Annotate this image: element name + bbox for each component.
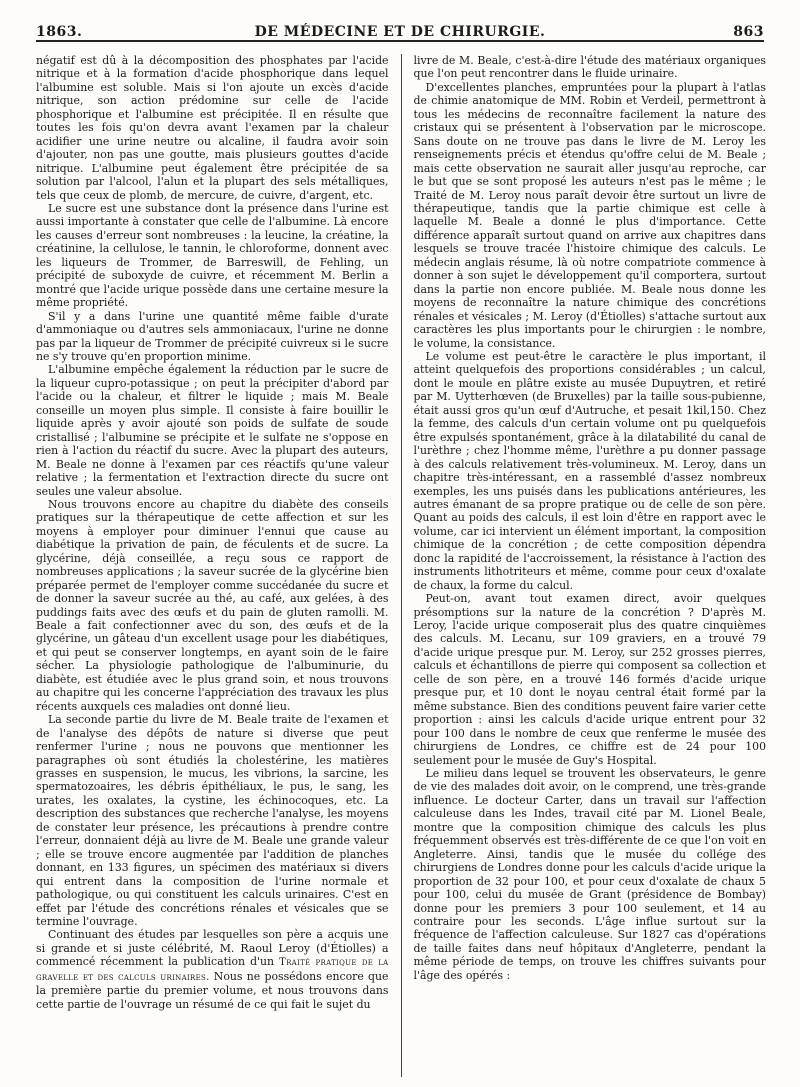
text-columns <box>36 54 766 1077</box>
paragraph-text: Continuant des études par lesquelles son père a acquis une si grande et si juste célébrité, M. Raoul Leroy (d'Étiolles) a commencé récemment la publication d'un <box>36 928 389 969</box>
paragraph: D'excellentes planches, empruntées pour la plupart à l'atlas de chimie anatomique de MM. Robin et Verdeil, permettront à tous les médecins de reconnaître facilement la nature des cristaux qui se présentent à l'observation par le microscope. Sans doute on ne trouve pas dans le livre de M. Leroy les renseignements précis et étendus qu'offre celui de M. Beale ; mais cette observation ne saurait aller jusqu'au reproche, car le but que se sont proposé les auteurs n'est pas le même ; le Traité de M. Leroy nous paraît devoir être surtout un livre de thérapeutique, tandis que la partie chimique est celle à laquelle M. Beale a donné le plus d'importance. Cette différence apparaît surtout quand on arrive aux chapitres dans lesquels se trouve tracée l'histoire chimique des calculs. Le médecin anglais résume, là où notre compatriote commence à donner à son sujet le développement qu'il comportera, surtout dans la partie non encore publiée. M. Beale nous donne les moyens de reconnaître la nature chimique des concrétions rénales et vésicales ; M. Leroy (d'Étiolles) s'attache surtout aux caractères les plus importants pour le chirurgien : le nombre, le volume, la consistance. <box>413 80 766 350</box>
paragraph: S'il y a dans l'urine une quantité même faible d'urate d'ammoniaque ou d'autres sels ammoniacaux, l'urine ne donne pas par la liqueur de Trommer de précipité cuivreux si le sucre ne s'y trouve qu'en proportion minime. <box>36 309 389 363</box>
paragraph: négatif est dû à la décomposition des phosphates par l'acide nitrique et à la formation d'acide phosphorique dans lequel l'albumine est soluble. Mais si l'on ajoute un excès d'acide nitrique, son action prédomine sur celle de l'acide phosphorique et l'albumine est précipitée. Il en résulte que toutes les fois qu'on devra avant l'examen par la chaleur acidifier une urine neutre ou alcaline, il faudra avoir soin d'ajouter, non pas une goutte, mais plusieurs gouttes d'acide nitrique. L'albumine peut également être précipitée de sa solution par l'alcool, l'alun et la plupart des sels métalliques, tels que ceux de plomb, de mercure, de cuivre, d'argent, etc. <box>36 54 389 202</box>
paragraph: La seconde partie du livre de M. Beale traite de l'examen et de l'analyse des dépôts de nature si diverse que peut renfermer l'urine ; nous ne pouvons que mentionner les paragraphes où sont étudiés la cholestérine, les matières grasses en suspension, le mucus, les vibrions, la sarcine, les spermatozoaires, les débris épithéliaux, le pus, le sang, les urates, les oxalates, la cystine, les échinocoques, etc. La description des substances que recherche l'analyse, les moyens de constater leur présence, les précautions à prendre contre l'erreur, donnaient déjà au livre de M. Beale une grande valeur ; elle se trouve encore augmentée par l'addition de planches donnant, en 133 figures, un spécimen des matériaux si divers qui entrent dans la composition de l'urine normale et pathologique, ou qui constituent les calculs urinaires. C'est en effet par l'étude des concrétions rénales et vésicales que se termine l'ouvrage. <box>36 713 389 928</box>
header-year: 1863. <box>36 24 83 40</box>
paragraph <box>36 928 389 1011</box>
paragraph: livre de M. Beale, c'est-à-dire l'étude des matériaux organiques que l'on peut rencontrer dans le fluide urinaire. <box>413 54 766 81</box>
paragraph: Nous trouvons encore au chapitre du diabète des conseils pratiques sur la thérapeutique de cette affection et sur les moyens à employer pour diminuer l'ennui que cause au diabétique la privation de pain, de féculents et de sucre. La glycérine, déjà conseillée, a reçu sous ce rapport de nombreuses applications ; la saveur sucrée de la glycérine bien préparée permet de l'employer comme succédanée du sucre et de donner la saveur sucrée au thé, au café, aux gelées, à des puddings faits avec des œufs et du pain de gluten ramolli. M. Beale a fait confectionner avec du son, des œufs et de la glycérine, un gâteau d'un excellent usage pour les diabétiques, et qui peut se conserver longtemps, en ayant soin de le faire sécher. La physiologie pathologique de l'albuminurie, du diabète, est étudiée avec le plus grand soin, et nous trouvons au chapitre qui les concerne l'appréciation des travaux les plus récents auxquels ces maladies ont donné lieu. <box>36 497 389 713</box>
paragraph-text: Nous ne possédons encore que la première partie du premier volume, et nous trouvons dans cette partie de l'ouvrage un résumé de ce qui fait le sujet du <box>36 969 389 1011</box>
right-column <box>414 54 767 1077</box>
paragraph: Peut-on, avant tout examen direct, avoir quelques présomptions sur la nature de la concrétion ? D'après M. Leroy, l'acide urique composerait plus des quatre cinquièmes des calculs. M. Lecanu, sur 109 graviers, en a trouvé 79 d'acide urique presque pur. M. Leroy, sur 252 grosses pierres, calculs et échantillons de pierre qui composent sa collection et celle de son père, en a trouvé 146 formés d'acide urique presque pur, et 10 dont le noyau central était formé par la même substance. Bien des conditions peuvent faire varier cette proportion : ainsi les calculs d'acide urique entrent pour 32 pour 100 dans le nombre de ceux que renferme le musée des chirurgiens de Londres, ce chiffre est de 24 pour 100 seulement pour le musée de Guy's Hospital. <box>413 592 766 767</box>
left-column <box>36 54 389 1077</box>
paragraph: Le sucre est une substance dont la présence dans l'urine est aussi importante à constater que celle de l'albumine. Là encore les causes d'erreur sont nombreuses : la leucine, la créatine, la créatinine, la cellulose, le tannin, le chloroforme, donnent avec les liqueurs de Trommer, de Barreswill, de Fehling, un précipité de suboxyde de cuivre, et récemment M. Berlin a montré que l'acide urique possède dans une certaine mesure la même propriété. <box>36 201 389 310</box>
paragraph: Le volume est peut-être le caractère le plus important, il atteint quelquefois des proportions considérables ; un calcul, dont le moule en plâtre existe au musée Dupuytren, et retiré par M. Uytterhœven (de Bruxelles) par la taille sous-pubienne, était aussi gros qu'un œuf d'Autruche, et pesait 1kil,150. Chez la femme, des calculs d'un certain volume ont pu quelquefois être expulsés spontanément, grâce à la dilatabilité du canal de l'urèthre ; chez l'homme même, l'urèthre a pu donner passage à des calculs relativement très-volumineux. M. Leroy, dans un chapitre très-intéressant, en a rassemblé d'assez nombreux exemples, les uns puisés dans les publications antérieures, les autres émanant de sa propre pratique ou de celle de son père. Quant au poids des calculs, il est loin d'être en rapport avec le volume, car ici intervient un élément important, la composition chimique de la concrétion ; de cette composition dépendra donc la rapidité de l'accroissement, la résistance à l'action des instruments lithotriteurs et même, comme pour ceux d'oxalate de chaux, la forme du calcul. <box>413 349 766 592</box>
paragraph: L'albumine empêche également la réduction par le sucre de la liqueur cupro-potassique ; on peut la précipiter d'abord par l'acide ou la chaleur, et filtrer le liquide ; mais M. Beale conseille un moyen plus simple. Il consiste à faire bouillir le liquide après y avoir ajouté son poids de sulfate de soude cristallisé ; l'albumine se précipite et le sulfate ne s'oppose en rien à l'action du réactif du sucre. Avec la plupart des auteurs, M. Beale ne donne à l'examen par ces réactifs qu'une valeur relative ; la fermentation et l'extraction directe du sucre ont seules une valeur absolue. <box>36 363 389 498</box>
header-title: DE MÉDECINE ET DE CHIRURGIE. <box>254 24 546 40</box>
column-divider <box>401 54 402 1077</box>
running-header <box>36 10 764 42</box>
paragraph: Le milieu dans lequel se trouvent les observateurs, le genre de vie des malades doit avoir, on le comprend, une très-grande influence. Le docteur Carter, dans un travail sur l'affection calculeuse dans les Indes, travail cité par M. Lionel Beale, montre que la composition chimique des calculs les plus fréquemment observés est très-différente de ce que l'on voit en Angleterre. Ainsi, tandis que le musée du collége des chirurgiens de Londres donne pour les calculs d'acide urique la proportion de 32 pour 100, et pour ceux d'oxalate de chaux 5 pour 100, celui du musée de Grant (présidence de Bombay) donne pour les premiers 3 pour 100 seulement, et 14 au contraire pour les seconds. L'âge influe surtout sur la fréquence de l'affection calculeuse. Sur 1827 cas d'opérations de taille faites dans neuf hôpitaux d'Angleterre, pendant la même période de temps, on trouve les chiffres suivants pour l'âge des opérés : <box>413 767 766 982</box>
page-number: 863 <box>733 24 764 40</box>
book-title: Traité pratique de la gravelle et des calculs urinaires. <box>36 957 389 983</box>
